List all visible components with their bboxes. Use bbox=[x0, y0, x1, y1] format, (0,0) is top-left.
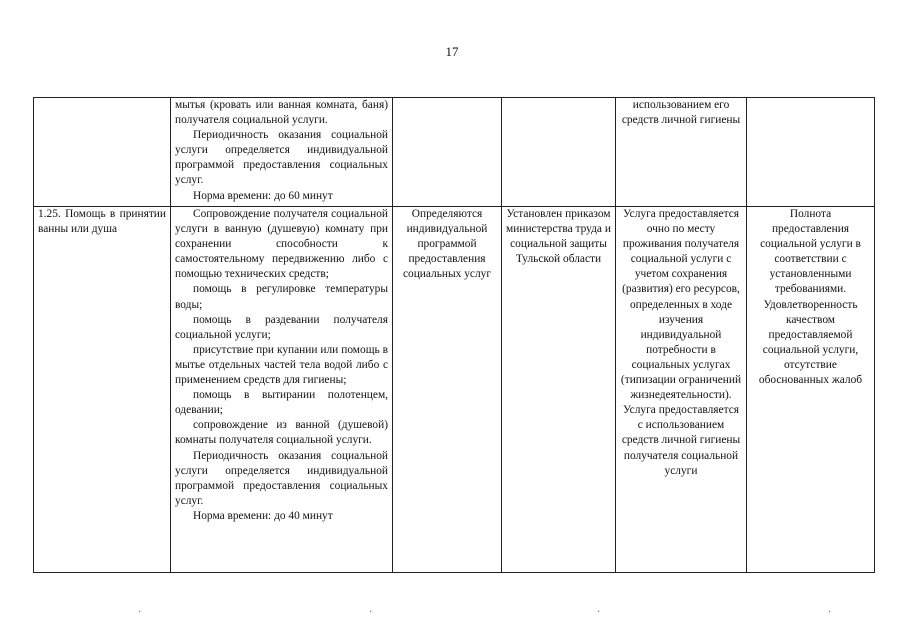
service-standard-cell bbox=[502, 98, 616, 207]
description-paragraph: Периодичность оказания социальной услуги определяется индивидуальной программой предоставления социальных услуг. bbox=[175, 129, 388, 187]
description-paragraph: помощь в вытирании полотенцем, одевании; bbox=[175, 389, 388, 417]
page-number: 17 bbox=[445, 44, 459, 59]
description-paragraph: Норма времени: до 40 минут bbox=[193, 509, 333, 522]
scan-dot: · bbox=[597, 607, 601, 618]
description-paragraph: присутствие при купании или помощь в мытье отдельных частей тела водой либо с применением средств для гигиены; bbox=[175, 343, 388, 387]
description-paragraph: сопровождение из ванной (душевой) комнаты получателя социальной услуги. bbox=[175, 419, 388, 447]
description-paragraph: Норма времени: до 60 минут bbox=[193, 189, 333, 202]
description-paragraph: помощь в раздевании получателя социальной услуги; bbox=[175, 313, 388, 341]
services-table bbox=[33, 97, 875, 573]
table-row bbox=[34, 207, 875, 573]
service-number-name-cell bbox=[34, 98, 171, 207]
description-paragraph: Сопровождение получателя социальной услуги в ванную (душевую) комнату при сохранении способности к самостоятельному передвижению либо с помощью технических средств; bbox=[175, 208, 388, 281]
scan-dot: · bbox=[138, 607, 142, 618]
description-paragraph: мытья (кровать или ванная комната, баня) получателя социальной услуги. bbox=[175, 99, 388, 127]
service-number-name-cell: 1.25. Помощь в принятии ванны или душа bbox=[34, 207, 171, 573]
scan-dot: · bbox=[828, 607, 832, 618]
service-quality-cell bbox=[747, 98, 875, 207]
service-quality-cell: Полнота предоставления социальной услуги в соответствии с установленными требованиями. Удовлетворенность качеством предоставляемой социальной услуги, отсутствие обоснованных жалоб bbox=[747, 207, 875, 573]
service-conditions-cell: Услуга предоставляется очно по месту проживания получателя социальной услуги с учетом сохранения (развития) его ресурсов, определенных в ходе изучения индивидуальной потребности в социальных услугах (типизации ограничений жизнедеятельности). Услуга предоставляется с использованием средств личной гигиены получателя социальной услуги bbox=[616, 207, 747, 573]
service-volume-cell: Определяются индивидуальной программой предоставления социальных услуг bbox=[393, 207, 502, 573]
description-paragraph: Периодичность оказания социальной услуги определяется индивидуальной программой предоставления социальных услуг. bbox=[175, 449, 388, 507]
service-description-cell bbox=[171, 98, 393, 207]
table-row bbox=[34, 98, 875, 207]
service-volume-cell bbox=[393, 98, 502, 207]
scan-dot: · bbox=[369, 607, 373, 618]
service-description-cell bbox=[171, 207, 393, 573]
description-paragraph: помощь в регулировке температуры воды; bbox=[175, 283, 388, 311]
service-conditions-cell: использованием его средств личной гигиены bbox=[616, 98, 747, 207]
service-standard-cell: Установлен приказом министерства труда и социальной защиты Тульской области bbox=[502, 207, 616, 573]
